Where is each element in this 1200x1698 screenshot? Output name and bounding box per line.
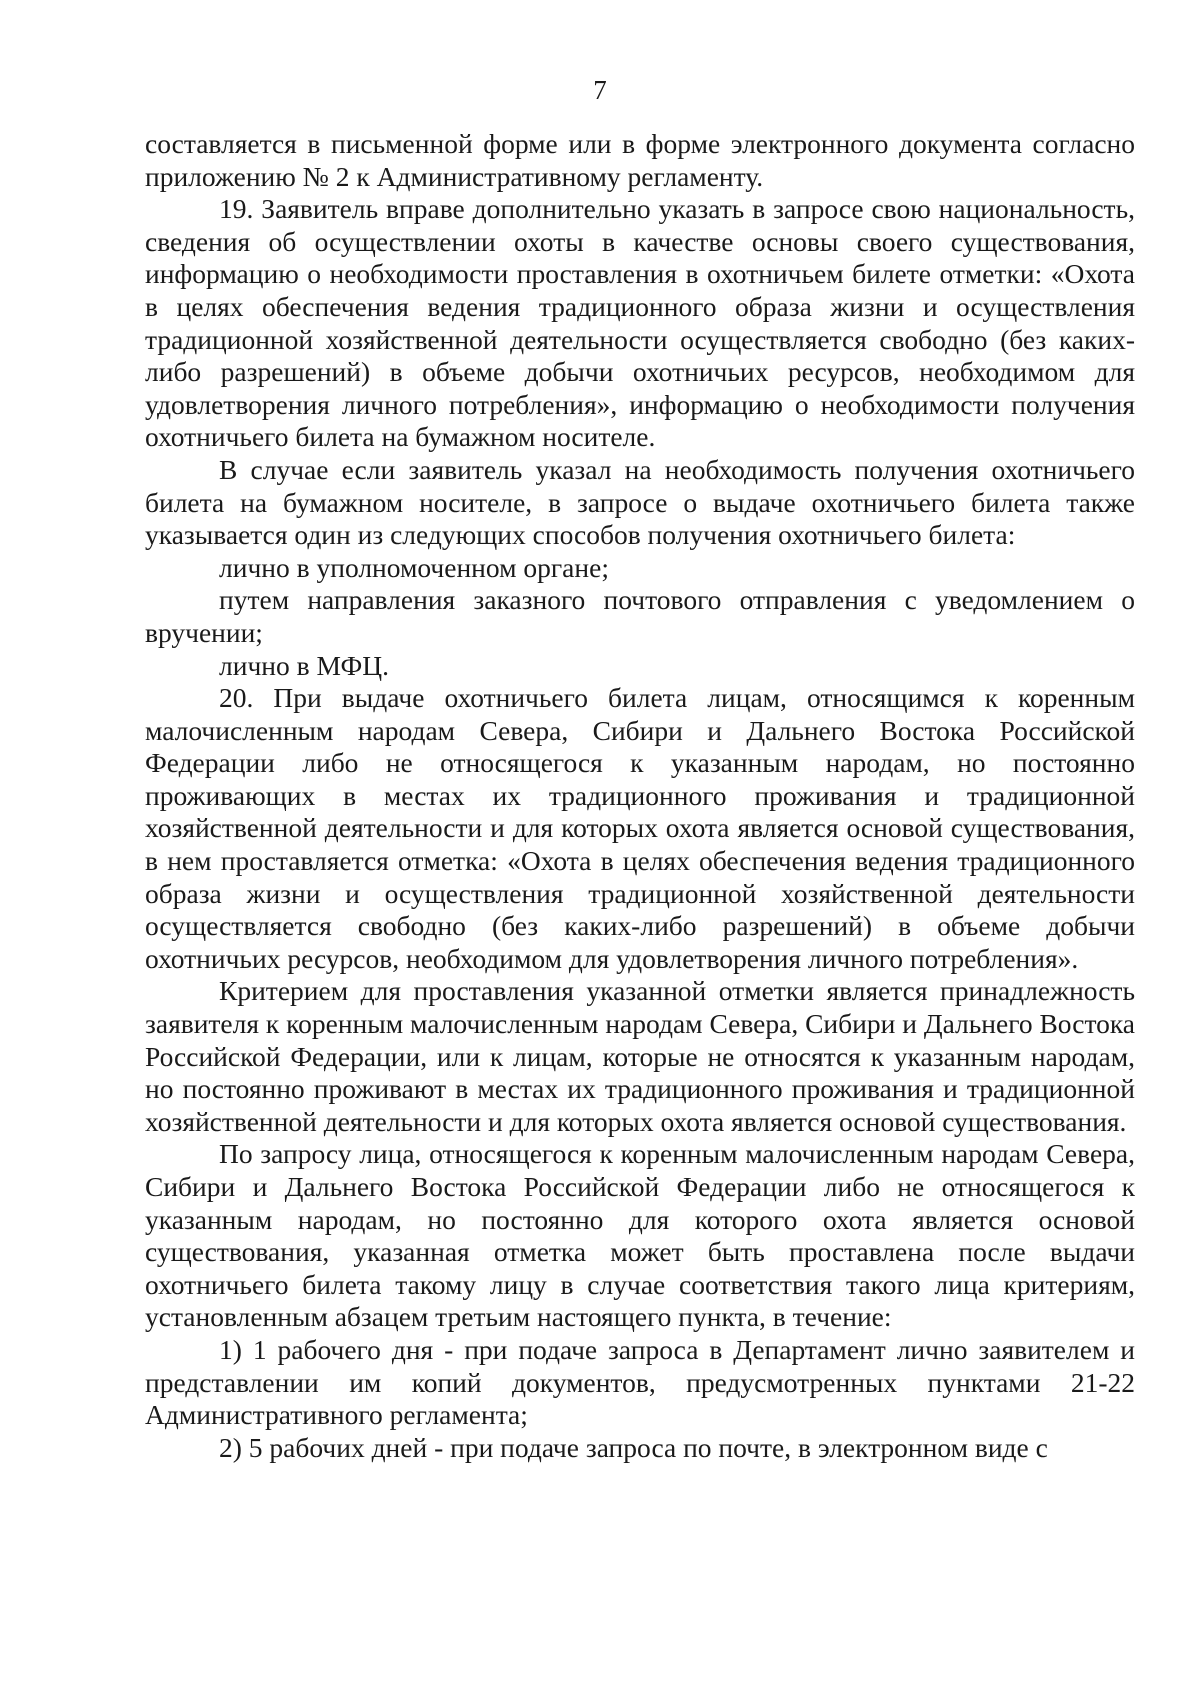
paragraph: Критерием для проставления указанной отметки является принадлежность заявителя к коренным малочисленным народам Севера, Сибири и Дальнего Востока Российской Федерации, или к лицам, которые не относятся к указанным народам, но постоянно проживают в местах их традиционного проживания и традиционной хозяйственной деятельности и для которых охота является основой существования. xyxy=(145,975,1135,1137)
paragraph: В случае если заявитель указал на необходимость получения охотничьего билета на бумажном носителе, в запросе о выдаче охотничьего билета также указывается один из следующих способов получения охотничьего билета: xyxy=(145,453,1135,551)
paragraph: путем направления заказного почтового отправления с уведомлением о вручении; xyxy=(145,584,1135,648)
paragraph: 20. При выдаче охотничьего билета лицам, относящимся к коренным малочисленным народам Севера, Сибири и Дальнего Востока Российской Федерации либо не относящегося к указанным народам, но постоянно проживающих в местах их традиционного проживания и традиционной хозяйственной деятельности и для которых охота является основой существования, в нем проставляется отметка: «Охота в целях обеспечения ведения традиционного образа жизни и осуществления традиционной хозяйственной деятельности осуществляется свободно (без каких-либо разрешений) в объеме добычи охотничьих ресурсов, необходимом для удовлетворения личного потребления». xyxy=(145,682,1135,974)
paragraph: лично в уполномоченном органе; xyxy=(219,551,609,583)
paragraph: 1) 1 рабочего дня - при подаче запроса в Департамент лично заявителем и представлении им копий документов, предусмотренных пунктами 21-22 Административного регламента; xyxy=(145,1333,1135,1431)
paragraph: 19. Заявитель вправе дополнительно указать в запросе свою национальность, сведения об осуществлении охоты в качестве основы своего существования, информацию о необходимости проставления в охотничьем билете отметки: «Охота в целях обеспечения ведения традиционного образа жизни и осуществления традиционной хозяйственной деятельности осуществляется свободно (без каких-либо разрешений) в объеме добычи охотничьих ресурсов, необходимом для удовлетворения личного потребления», информацию о необходимости получения охотничьего билета на бумажном носителе. xyxy=(145,193,1135,453)
paragraph: лично в МФЦ. xyxy=(219,649,390,681)
document-body xyxy=(145,128,1135,1464)
paragraph: По запросу лица, относящегося к коренным малочисленным народам Севера, Сибири и Дальнего Востока Российской Федерации либо не относящегося к указанным народам, но постоянно для которого охота является основой существования, указанная отметка может быть проставлена после выдачи охотничьего билета такому лицу в случае соответствия такого лица критериям, установленным абзацем третьим настоящего пункта, в течение: xyxy=(145,1138,1135,1333)
paragraph: составляется в письменной форме или в форме электронного документа согласно приложению № 2 к Административному регламенту. xyxy=(145,128,1135,192)
page-number: 7 xyxy=(593,75,607,105)
paragraph: 2) 5 рабочих дней - при подаче запроса по почте, в электронном виде с xyxy=(219,1431,1048,1463)
